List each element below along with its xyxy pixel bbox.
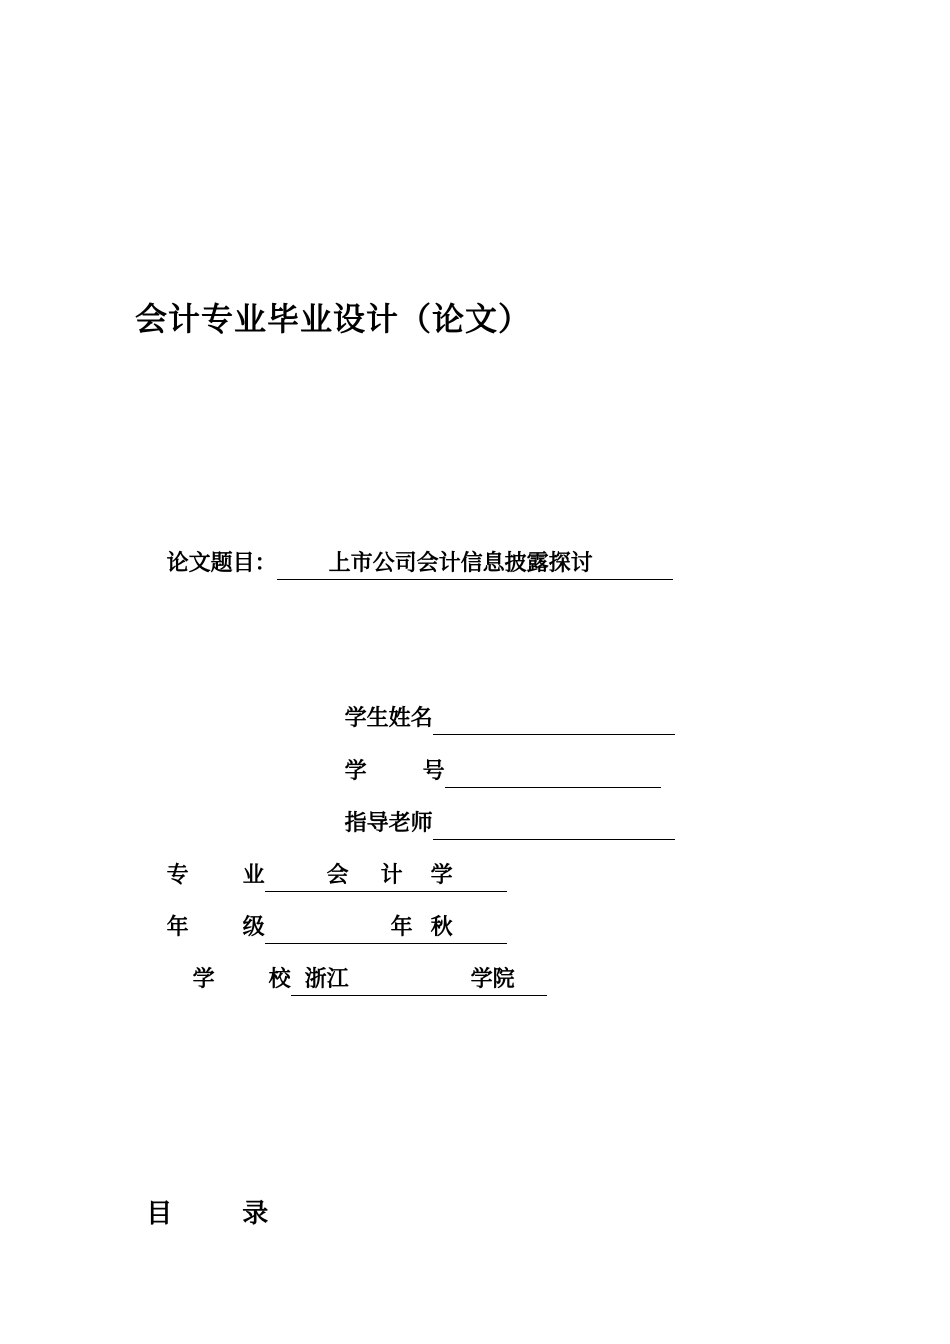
- major-label-2: 业: [242, 863, 265, 888]
- grade-label-2: 级: [242, 915, 265, 940]
- toc-label-1: 目: [146, 1199, 173, 1229]
- student-name-label: 学生姓名: [344, 706, 433, 731]
- major-label-1: 专: [166, 863, 189, 888]
- school-row: [162, 935, 547, 1026]
- major-value-3: 学: [430, 863, 453, 888]
- grade-value-1: 年: [390, 915, 413, 940]
- document-heading: 会计专业毕业设计（论文）: [135, 300, 532, 338]
- student-id-label-2: 号: [422, 759, 445, 784]
- major-value-2: 计: [380, 863, 403, 888]
- toc-label-2: 录: [242, 1199, 269, 1229]
- toc-heading: [110, 1163, 268, 1260]
- advisor-label: 指导老师: [344, 811, 433, 836]
- school-value-1: 浙江: [304, 967, 349, 992]
- school-label-1: 学: [192, 967, 215, 992]
- thesis-title-underline: [277, 549, 673, 580]
- grade-value-2: 秋: [430, 915, 453, 940]
- school-underline: [291, 965, 547, 996]
- student-id-label-1: 学: [344, 759, 367, 784]
- major-value-1: 会: [326, 863, 349, 888]
- grade-label-1: 年: [166, 915, 189, 940]
- thesis-title-label: 论文题目：: [166, 551, 277, 576]
- school-value-2: 学院: [470, 967, 515, 992]
- school-label-2: 校: [268, 967, 291, 992]
- thesis-title-value: 上市公司会计信息披露探讨: [328, 551, 593, 576]
- thesis-title-row: [136, 519, 673, 610]
